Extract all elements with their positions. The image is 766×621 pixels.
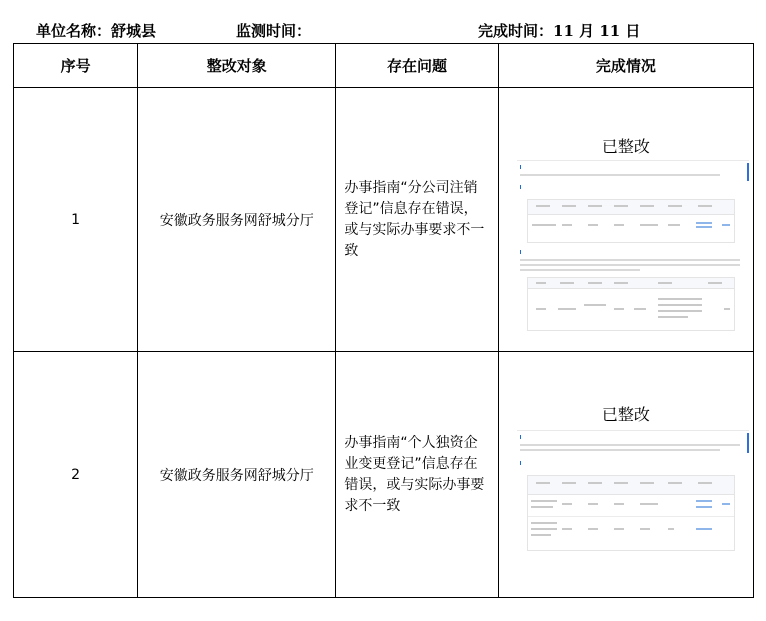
table-row	[14, 88, 754, 352]
row-status: 已整改	[601, 405, 650, 424]
row-status: 已整改	[601, 137, 650, 156]
row-index: 1	[14, 88, 138, 352]
monitor-time: 监测时间：	[236, 22, 312, 40]
row-issue: 办事指南“个人独资企业变更登记”信息存在错误，或与实际办事要求不一致	[336, 352, 498, 598]
guide-screenshot-thumbnail	[517, 430, 749, 560]
column-header-status: 完成情况	[498, 44, 753, 88]
column-header-target: 整改对象	[138, 44, 336, 88]
unit-name: 单位名称：舒城县	[36, 22, 157, 40]
table-row	[14, 352, 754, 598]
row-index: 2	[14, 352, 138, 598]
row-target: 安徽政务服务网舒城分厅	[138, 352, 336, 598]
row-target: 安徽政务服务网舒城分厅	[138, 88, 336, 352]
guide-screenshot-thumbnail	[517, 160, 749, 340]
column-header-issue: 存在问题	[336, 44, 498, 88]
completion-time: 完成时间：11 月 11 日	[478, 22, 641, 40]
table-header-row	[14, 44, 754, 88]
column-header-index: 序号	[14, 44, 138, 88]
row-issue: 办事指南“分公司注销登记”信息存在错误，或与实际办事要求不一致	[336, 88, 498, 352]
rectification-table	[13, 43, 754, 598]
row-status-cell	[498, 88, 753, 352]
document-header	[0, 20, 766, 44]
row-status-cell	[498, 352, 753, 598]
